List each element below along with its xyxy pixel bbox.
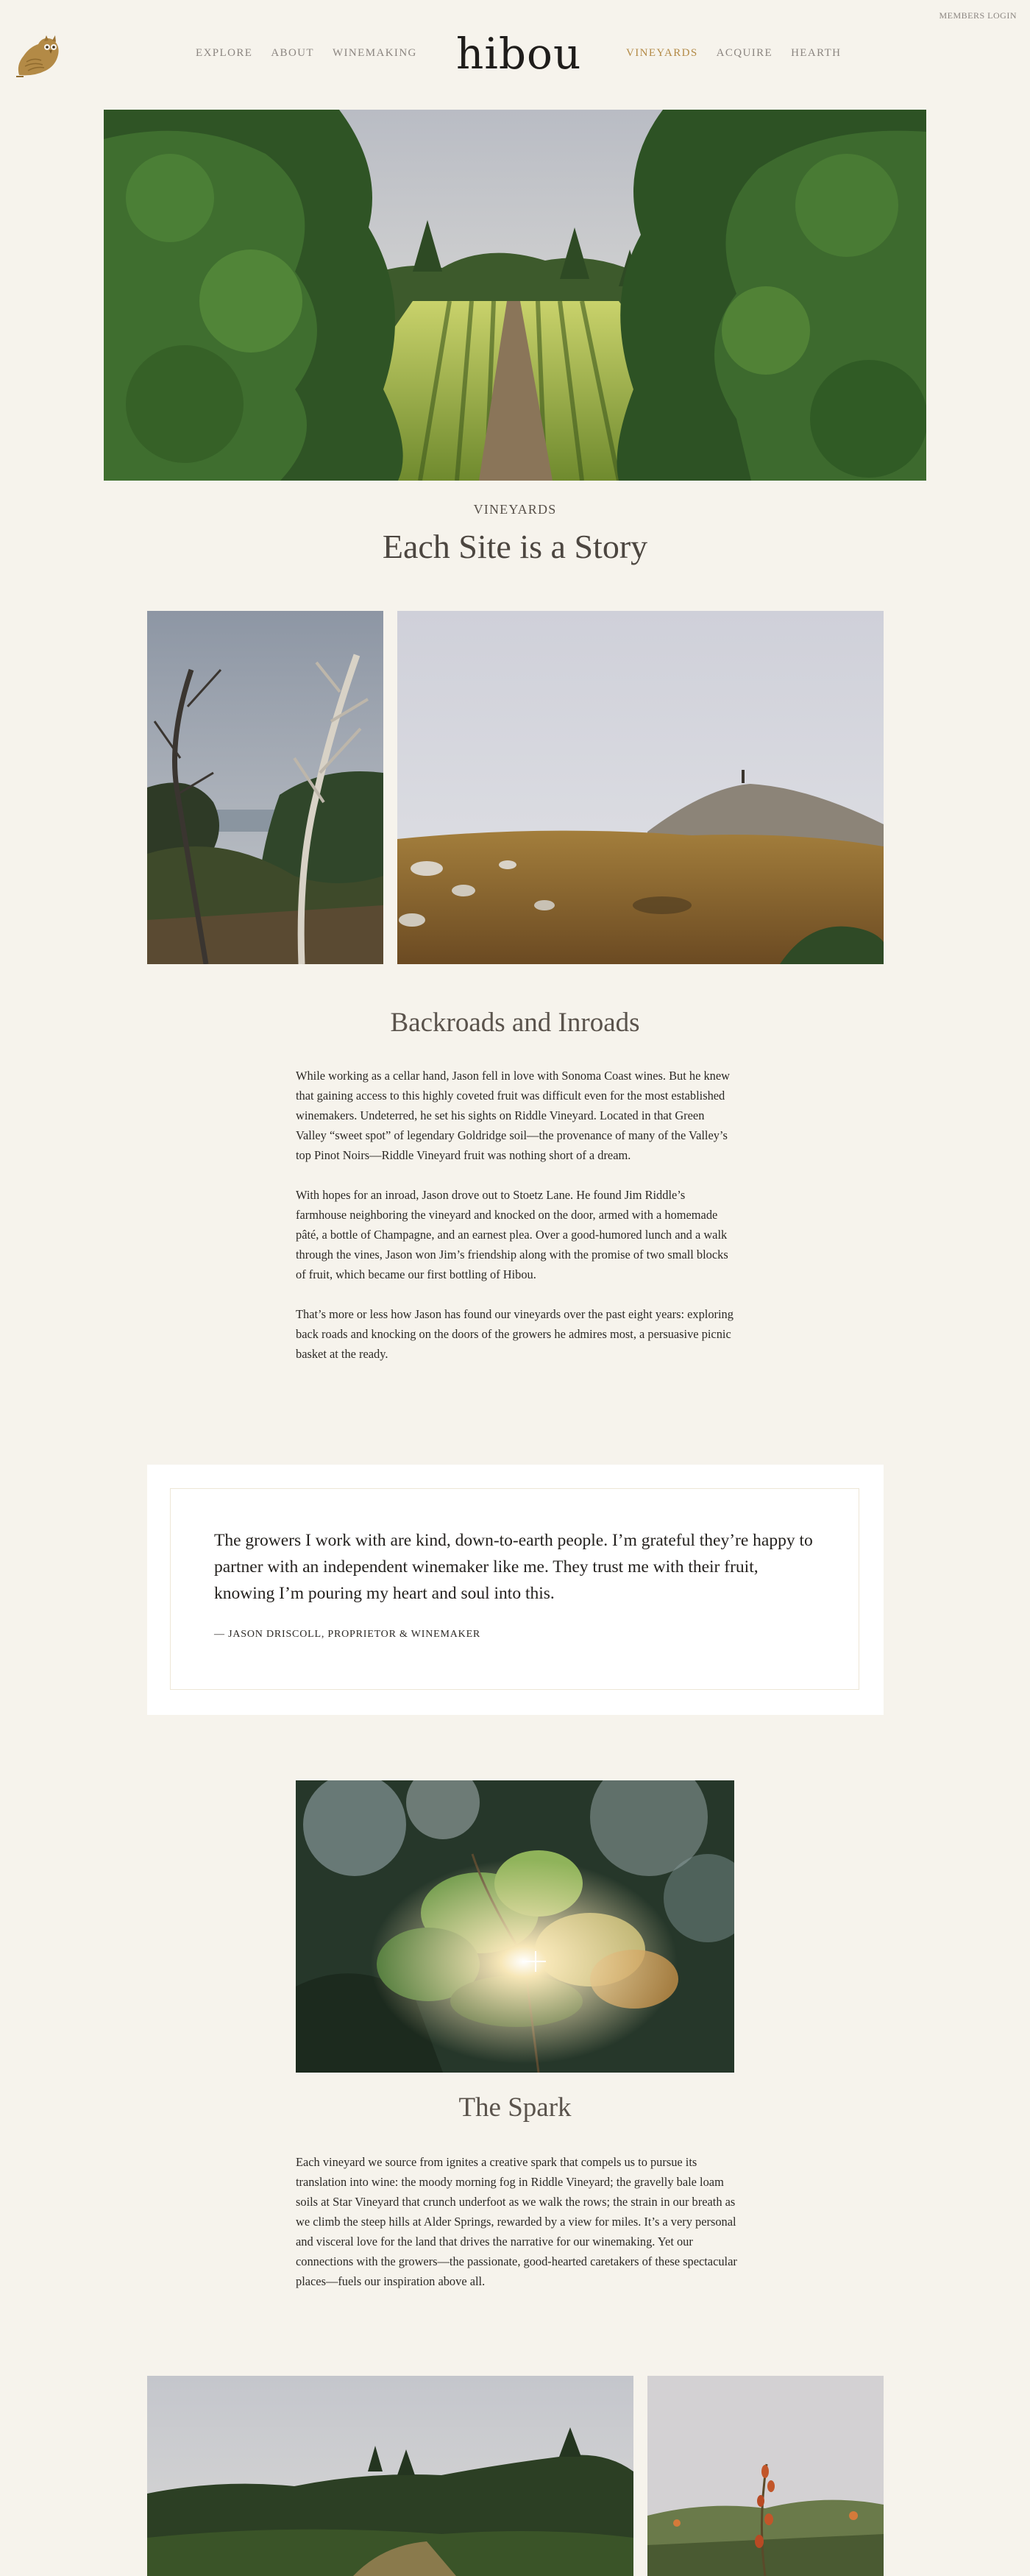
nav-left xyxy=(196,47,417,60)
backroads-body xyxy=(296,1066,737,1384)
hillside-field-photo xyxy=(147,2376,633,2576)
nav-explore[interactable]: EXPLORE xyxy=(196,47,253,59)
backroads-paragraph: While working as a cellar hand, Jason fell in love with Sonoma Coast wines. But he knew that gaining access to this highly coveted fruit was difficult even for the most established winemakers. Undeterred, he set his sights on Riddle Vineyard. Located in that Green Valley “sweet spot” of legendary Goldridge soil—the provenance of many of the Valley’s top Pinot Noirs—Riddle Vineyard fruit was nothing short of a dream. xyxy=(296,1069,730,1162)
quote-attribution: — JASON DRISCOLL, PROPRIETOR & WINEMAKER xyxy=(214,1629,481,1640)
nav-winemaking[interactable]: WINEMAKING xyxy=(332,47,417,59)
nav-acquire[interactable]: ACQUIRE xyxy=(716,47,773,59)
sunlit-vine-leaves-photo xyxy=(296,1780,734,2073)
backroads-paragraph: That’s more or less how Jason has found our vineyards over the past eight years: exploring back roads and knocking on the doors of the growers he admires most, a persuasive picnic basket at the ready. xyxy=(296,1307,734,1361)
coastal-trees-photo xyxy=(147,611,383,964)
quote-text: The growers I work with are kind, down-to-earth people. I’m grateful they’re happy to partner with an independent winemaker like me. They trust me with their fruit, knowing I’m pouring my heart and soul into this. xyxy=(214,1531,813,1603)
nav-about[interactable]: ABOUT xyxy=(271,47,314,59)
spark-paragraph: Each vineyard we source from ignites a creative spark that compels us to pursue its translation into wine: the moody morning fog in Riddle Vineyard; the gravelly bale loam soils at Star Vineyard that crunch underfoot as we walk the rows; the strain in our breath as we climb the steep hills at Alder Springs, rewarded by a view for miles. It’s a very personal and visceral love for the land that drives the narrative for our winemaking. Yet our connections with the growers—the passionate, good-hearted caretakers of these spectacular places—fuels our inspiration above all. xyxy=(296,2155,737,2288)
coastal-headland-photo xyxy=(397,611,884,964)
backroads-heading: Backroads and Inroads xyxy=(390,1008,640,1038)
nav-right xyxy=(626,47,841,60)
spark-heading: The Spark xyxy=(458,2092,572,2123)
hero-vineyard-photo xyxy=(104,110,926,481)
nav-vineyards[interactable]: VINEYARDS xyxy=(626,47,698,59)
owl-icon[interactable] xyxy=(12,28,65,81)
spark-body xyxy=(296,2152,737,2311)
wildflower-photo xyxy=(647,2376,884,2576)
quote-frame xyxy=(170,1488,859,1690)
page-title: Each Site is a Story xyxy=(382,528,648,565)
logo-wordmark[interactable]: hibou xyxy=(456,29,582,79)
backroads-paragraph: With hopes for an inroad, Jason drove out to Stoetz Lane. He found Jim Riddle’s farmhouse neighboring the vineyard and knocked on the door, armed with a homemade pâté, a bottle of Champagne, and an earnest plea. Over a good-humored lunch and a walk through the vines, Jason won Jim’s friendship along with the promise of two small blocks of fruit, which became our first bottling of Hibou. xyxy=(296,1188,728,1281)
quote-card xyxy=(147,1465,884,1715)
members-login-link[interactable]: MEMBERS LOGIN xyxy=(939,10,1017,21)
section-eyebrow: VINEYARDS xyxy=(473,502,557,517)
nav-hearth[interactable]: HEARTH xyxy=(791,47,842,59)
